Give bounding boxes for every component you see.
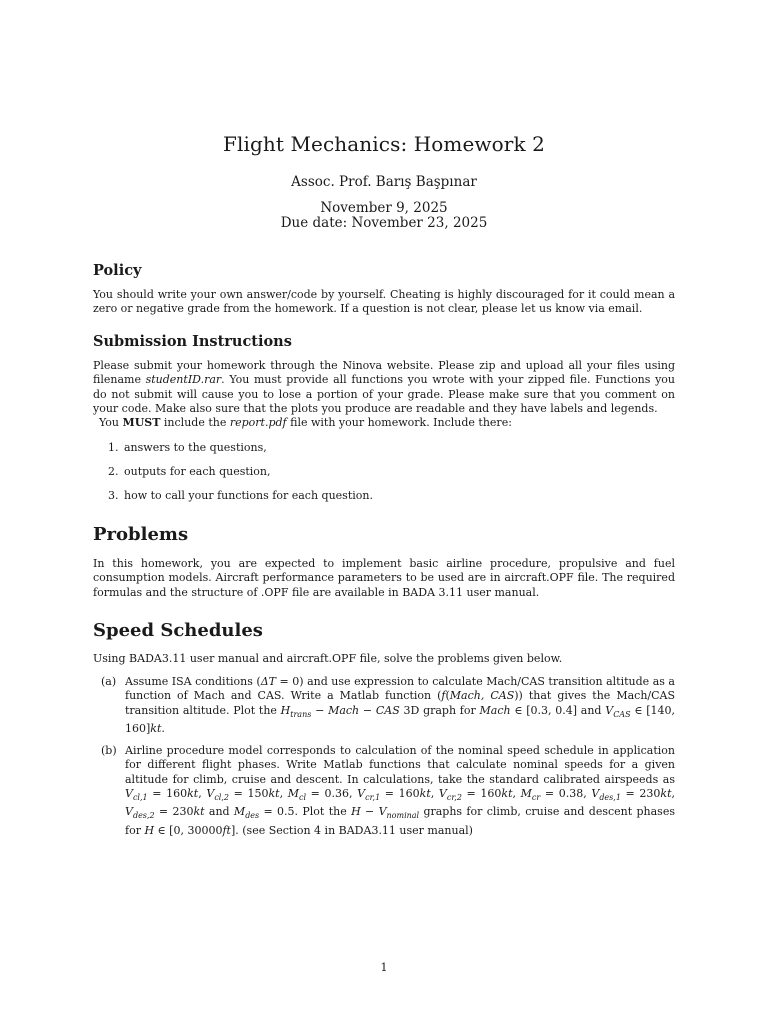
problem-a-label: (a): [101, 675, 117, 688]
submission-text-2: . You must provide all functions you wrote with your zipped file. Functions you do not submit will cause you to lose a portion of your grade. Please make sure that you comment on your code. Make also sure that the plots you produce are readable and they have labels and legends.: [93, 373, 675, 416]
document-dates: [0, 201, 768, 231]
problem-a: [101, 675, 675, 736]
report-filename: report.pdf: [229, 416, 287, 429]
problem-a-text: Assume ISA conditions (ΔT = 0) and use expression to calculate Mach/CAS transition altitude as a function of Mach and CAS. Write a Matlab function (f(Mach, CAS)) that gives the Mach/CAS transition altitude. Plot the $H_{trans}$ − Mach − CAS 3D graph for Mach ∈ [0.3, 0.4] and $V_{CAS}$ ∈ [140, 160]kt.: [125, 675, 676, 736]
list-item-number: 3.: [108, 489, 119, 502]
submission-must-paragraph: [99, 416, 675, 430]
list-item-number: 2.: [108, 465, 119, 478]
speed-intro: Using BADA3.11 user manual and aircraft.OPF file, solve the problems given below.: [93, 652, 563, 665]
submission-paragraph: [93, 359, 675, 417]
policy-text: You should write your own answer/code by yourself. Cheating is highly discouraged for it could mean a zero or negative grade from the homework. If a question is not clear, please let us know via email.: [93, 288, 675, 316]
problems-heading: Problems: [93, 524, 189, 545]
list-item: [108, 441, 267, 455]
list-item-text: answers to the questions,: [124, 441, 267, 454]
document-author: Assoc. Prof. Barış Başpınar: [291, 174, 477, 190]
policy-heading: Policy: [93, 262, 142, 279]
list-item: [108, 465, 271, 479]
problem-b-label: (b): [101, 744, 117, 757]
problems-text: In this homework, you are expected to implement basic airline procedure, propulsive and fuel consumption models. Aircraft performance parameters to be used are in aircraft.OPF file. The required formulas and the structure of .OPF file are available in BADA 3.11 user manual.: [93, 557, 675, 599]
list-item-text: outputs for each question,: [124, 465, 271, 478]
list-item: [108, 489, 373, 503]
document-title: Flight Mechanics: Homework 2: [223, 132, 545, 156]
speed-schedules-heading: Speed Schedules: [93, 620, 263, 641]
must-text-3: file with your homework. Include there:: [286, 416, 512, 429]
page-number: 1: [380, 961, 388, 974]
submission-heading: Submission Instructions: [93, 333, 292, 350]
must-keyword: MUST: [122, 416, 161, 429]
due-date: Due date: November 23, 2025: [280, 215, 488, 231]
list-item-text: how to call your functions for each question.: [124, 489, 373, 502]
list-item-number: 1.: [108, 441, 119, 454]
submission-text-1: Please submit your homework through the Ninova website. Please zip and upload all your files using filename: [93, 359, 675, 387]
problem-b-text: Airline procedure model corresponds to calculation of the nominal speed schedule in application for different flight phases. Write Matlab functions that calculate nominal speeds for a given altitude for climb, cruise and descent. In calculations, take the standard calibrated airspeeds as $V_{cl,1} = 160kt$, $V_{cl,2} = 150kt$, $M_{cl} = 0.36$, $V_{cr,1} = 160kt$, $V_{cr,2} = 160kt$, $M_{cr} = 0.38$, $V_{des,1} = 230kt$, $V_{des,2} = 230kt$ and $M_{des} = 0.5$. Plot the $H - V_{nominal}$ graphs for climb, cruise and descent phases for H ∈ [0, 30000ft]. (see Section 4 in BADA3.11 user manual): [125, 744, 675, 837]
problem-b: [101, 744, 675, 838]
must-text-2: include the: [160, 416, 230, 429]
document-date: November 9, 2025: [320, 200, 448, 216]
must-text-1: You: [99, 416, 123, 429]
submission-filename: studentID.rar: [145, 373, 222, 387]
